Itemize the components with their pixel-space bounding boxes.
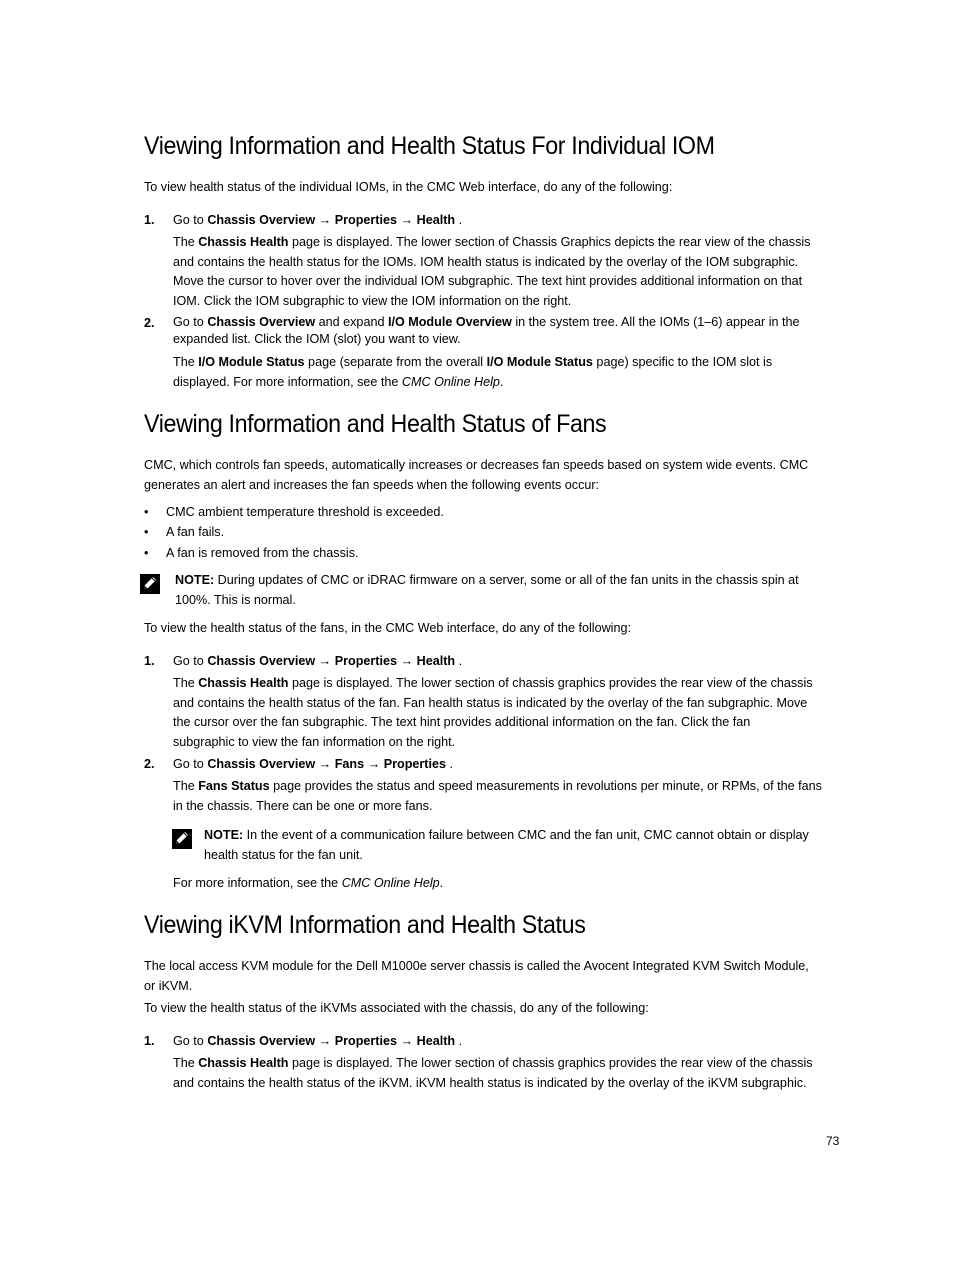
section-heading-ikvm: Viewing iKVM Information and Health Status xyxy=(144,911,586,939)
section-heading-fans: Viewing Information and Health Status of Fans xyxy=(144,410,607,438)
step-number: 1. xyxy=(144,1034,155,1048)
page-number: 73 xyxy=(826,1134,840,1148)
step-text: Go to Chassis Overview → Properties → Health . xyxy=(173,213,463,227)
bullet-icon: • xyxy=(144,525,149,539)
paragraph: To view the health status of the iKVMs associated with the chassis, do any of the following: xyxy=(144,1001,649,1015)
step-text: Go to Chassis Overview → Properties → Health . xyxy=(173,654,463,668)
step-number: 2. xyxy=(144,757,155,771)
step-description: The Fans Status page provides the status and speed measurements in revolutions per minute, or RPMs, of the fans in the chassis. There can be one or more fans. xyxy=(173,779,822,813)
step-description: The Chassis Health page is displayed. The lower section of Chassis Graphics depicts the rear view of the chassis and contains the health status for the IOMs. IOM health status is indicated by the overlay of the IOM subgraphic. Move the cursor to hover over the individual IOM subgraphic. The text hint provides additional information on that IOM. Click the IOM subgraphic to view the IOM information on the right. xyxy=(173,235,811,308)
bullet-icon: • xyxy=(144,505,149,519)
paragraph: To view health status of the individual IOMs, in the CMC Web interface, do any of the following: xyxy=(144,180,673,194)
list-item: CMC ambient temperature threshold is exceeded. xyxy=(166,505,444,519)
bullet-icon: • xyxy=(144,546,149,560)
note-pencil-icon xyxy=(140,574,160,594)
section-heading-iom: Viewing Information and Health Status For Individual IOM xyxy=(144,132,715,160)
paragraph: The local access KVM module for the Dell M1000e server chassis is called the Avocent Integrated KVM Switch Module, or iKVM. xyxy=(144,959,809,993)
step-text: Go to Chassis Overview and expand I/O Module Overview in the system tree. All the IOMs (1–6) appear in the expanded list. Click the IOM (slot) you want to view. xyxy=(173,315,800,346)
step-text: Go to Chassis Overview → Fans → Properties . xyxy=(173,757,454,771)
paragraph: To view the health status of the fans, in the CMC Web interface, do any of the following: xyxy=(144,621,631,635)
paragraph: For more information, see the CMC Online Help. xyxy=(173,876,444,890)
step-number: 1. xyxy=(144,213,155,227)
note: NOTE: In the event of a communication failure between CMC and the fan unit, CMC cannot obtain or display health status for the fan unit. xyxy=(204,828,809,862)
step-number: 2. xyxy=(144,316,155,330)
list-item: A fan fails. xyxy=(166,525,225,539)
step-description: The I/O Module Status page (separate from the overall I/O Module Status page) specific to the IOM slot is displayed. For more information, see the CMC Online Help. xyxy=(173,355,773,389)
step-text: Go to Chassis Overview → Properties → Health . xyxy=(173,1034,463,1048)
step-description: The Chassis Health page is displayed. The lower section of chassis graphics provides the rear view of the chassis and contains the health status of the fan. Fan health status is indicated by the overlay of the fan subgraphic. Move the cursor over the fan subgraphic. The text hint provides additional information on the fan. Click the fan subgraphic to view the fan information on the right. xyxy=(173,676,813,749)
list-item: A fan is removed from the chassis. xyxy=(166,546,359,560)
paragraph: CMC, which controls fan speeds, automatically increases or decreases fan speeds based on system wide events. CMC generates an alert and increases the fan speeds when the following events occur: xyxy=(144,458,809,492)
step-description: The Chassis Health page is displayed. The lower section of chassis graphics provides the rear view of the chassis and contains the health status of the iKVM. iKVM health status is indicated by the overlay of the iKVM subgraphic. xyxy=(173,1056,813,1090)
note-pencil-icon xyxy=(172,829,192,849)
step-number: 1. xyxy=(144,654,155,668)
note: NOTE: During updates of CMC or iDRAC firmware on a server, some or all of the fan units in the chassis spin at 100%. This is normal. xyxy=(175,573,799,607)
